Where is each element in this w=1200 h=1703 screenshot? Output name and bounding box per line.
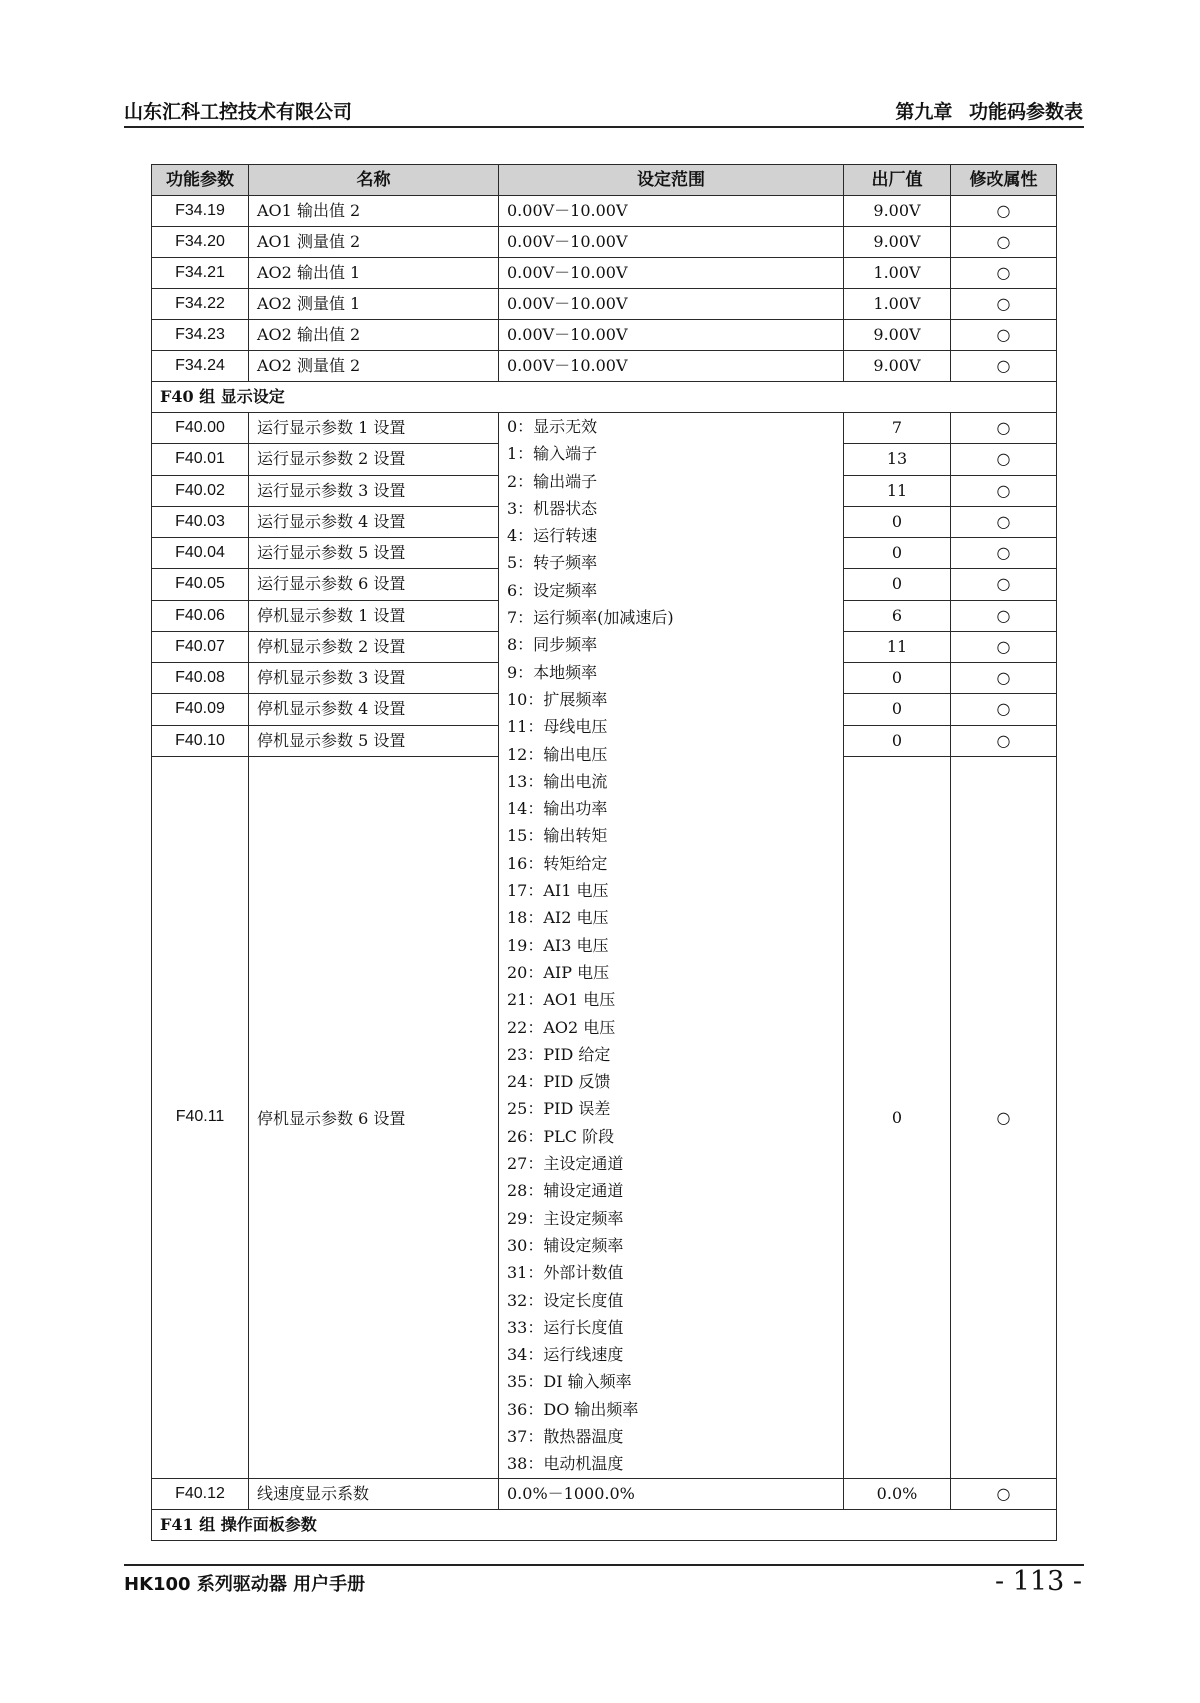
- display-option: 3：机器状态: [507, 498, 598, 518]
- display-option: 5：转子频率: [507, 553, 598, 573]
- param-default: 6: [844, 600, 951, 631]
- param-attribute: ○: [951, 475, 1057, 506]
- group-row: [152, 382, 1057, 413]
- param-default: 0: [844, 506, 951, 537]
- param-code: F40.08: [152, 663, 249, 694]
- param-name: 停机显示参数 2 设置: [249, 631, 499, 662]
- table-row: [152, 289, 1057, 320]
- param-attribute: ○: [951, 444, 1057, 475]
- param-name: 运行显示参数 2 设置: [249, 444, 499, 475]
- display-option: 7：运行频率(加减速后): [507, 608, 674, 628]
- param-code: F34.21: [152, 258, 249, 289]
- param-name: 停机显示参数 4 设置: [249, 694, 499, 725]
- display-option: 8：同步频率: [507, 635, 598, 655]
- param-name: AO1 输出值 2: [249, 196, 499, 227]
- column-header: 出厂值: [844, 165, 951, 196]
- display-option: 13：输出电流: [507, 771, 608, 791]
- display-option: 14：输出功率: [507, 799, 608, 819]
- param-default: 0: [844, 694, 951, 725]
- display-option: 22：AO2 电压: [507, 1017, 616, 1037]
- param-code: F40.05: [152, 569, 249, 600]
- param-default: 0: [844, 725, 951, 756]
- param-attribute: ○: [951, 569, 1057, 600]
- param-code: F34.24: [152, 351, 249, 382]
- param-attribute: ○: [951, 258, 1057, 289]
- display-option: 18：AI2 电压: [507, 908, 609, 928]
- param-name: AO2 测量值 2: [249, 351, 499, 382]
- table-row: [152, 320, 1057, 351]
- param-attribute: ○: [951, 413, 1057, 444]
- param-code: F40.09: [152, 694, 249, 725]
- param-default: 7: [844, 413, 951, 444]
- param-attribute: ○: [951, 663, 1057, 694]
- table-row: [152, 196, 1057, 227]
- display-option: 34：运行线速度: [507, 1345, 624, 1365]
- display-option: 33：运行长度值: [507, 1317, 624, 1337]
- param-code: F40.03: [152, 506, 249, 537]
- table-row: [152, 1478, 1057, 1509]
- param-code: F40.06: [152, 600, 249, 631]
- param-name: AO2 输出值 2: [249, 320, 499, 351]
- param-name: 运行显示参数 1 设置: [249, 413, 499, 444]
- param-range: 0.00V－10.00V: [499, 351, 844, 382]
- param-default: 1.00V: [844, 289, 951, 320]
- param-attribute: ○: [951, 351, 1057, 382]
- param-range: 0.0%－1000.0%: [499, 1478, 844, 1509]
- table-row: [152, 351, 1057, 382]
- display-option: 1：输入端子: [507, 444, 598, 464]
- header-rule: [124, 126, 1084, 128]
- display-option: 36：DO 输出频率: [507, 1399, 639, 1419]
- param-code: F40.04: [152, 538, 249, 569]
- group-row: [152, 1509, 1057, 1540]
- page-number: - 113 -: [995, 1566, 1082, 1597]
- display-option: 0：显示无效: [507, 417, 598, 436]
- param-name: 停机显示参数 5 设置: [249, 725, 499, 756]
- footer-manual-title: HK100 系列驱动器 用户手册: [124, 1574, 366, 1595]
- param-default: 0: [844, 663, 951, 694]
- param-default: 0: [844, 538, 951, 569]
- display-option: 25：PID 误差: [507, 1099, 611, 1119]
- column-header: 修改属性: [951, 165, 1057, 196]
- param-code: F34.19: [152, 196, 249, 227]
- display-option: 10：扩展频率: [507, 689, 608, 709]
- param-attribute: ○: [951, 320, 1057, 351]
- display-option: 20：AIP 电压: [507, 962, 610, 982]
- param-name: AO2 输出值 1: [249, 258, 499, 289]
- param-code: F40.00: [152, 413, 249, 444]
- param-code: F40.10: [152, 725, 249, 756]
- display-option-list: [499, 413, 844, 1479]
- param-range: 0.00V－10.00V: [499, 320, 844, 351]
- display-option: 35：DI 输入频率: [507, 1372, 632, 1392]
- column-header: 功能参数: [152, 165, 249, 196]
- param-name: 运行显示参数 3 设置: [249, 475, 499, 506]
- display-option: 29：主设定频率: [507, 1208, 624, 1228]
- param-range: 0.00V－10.00V: [499, 258, 844, 289]
- column-header: 名称: [249, 165, 499, 196]
- header-company: 山东汇科工控技术有限公司: [124, 101, 353, 123]
- display-option: 38：电动机温度: [507, 1454, 624, 1474]
- param-range: 0.00V－10.00V: [499, 227, 844, 258]
- display-option: 37：散热器温度: [507, 1426, 624, 1446]
- param-name: 停机显示参数 3 设置: [249, 663, 499, 694]
- param-default: 1.00V: [844, 258, 951, 289]
- param-default: 0: [844, 569, 951, 600]
- param-name: AO2 测量值 1: [249, 289, 499, 320]
- param-attribute: ○: [951, 538, 1057, 569]
- param-attribute: ○: [951, 756, 1057, 1478]
- param-range: 0.00V－10.00V: [499, 196, 844, 227]
- param-code: F40.01: [152, 444, 249, 475]
- display-option: 21：AO1 电压: [507, 990, 616, 1010]
- param-code: F40.02: [152, 475, 249, 506]
- display-option: 2：输出端子: [507, 471, 598, 491]
- param-name: 运行显示参数 6 设置: [249, 569, 499, 600]
- param-code: F40.11: [152, 756, 249, 1478]
- param-name: 运行显示参数 4 设置: [249, 506, 499, 537]
- parameter-table: [151, 164, 1057, 1541]
- param-name: AO1 测量值 2: [249, 227, 499, 258]
- display-option: 24：PID 反馈: [507, 1072, 611, 1092]
- display-option: 16：转矩给定: [507, 853, 608, 873]
- param-default: 0.0%: [844, 1478, 951, 1509]
- param-attribute: ○: [951, 600, 1057, 631]
- display-option: 28：辅设定通道: [507, 1181, 624, 1201]
- param-code: F34.23: [152, 320, 249, 351]
- param-attribute: ○: [951, 506, 1057, 537]
- param-default: 9.00V: [844, 351, 951, 382]
- param-default: 13: [844, 444, 951, 475]
- display-option: 30：辅设定频率: [507, 1235, 624, 1255]
- display-option: 17：AI1 电压: [507, 881, 609, 901]
- display-option: 4：运行转速: [507, 526, 598, 546]
- display-option: 27：主设定通道: [507, 1154, 624, 1174]
- param-name: 运行显示参数 5 设置: [249, 538, 499, 569]
- param-code: F34.20: [152, 227, 249, 258]
- display-option: 23：PID 给定: [507, 1044, 611, 1064]
- table-header-row: [152, 165, 1057, 196]
- param-default: 9.00V: [844, 227, 951, 258]
- group-title-f41: F41 组 操作面板参数: [152, 1509, 1057, 1540]
- param-default: 11: [844, 631, 951, 662]
- table-row: [152, 227, 1057, 258]
- table-row: [152, 413, 1057, 444]
- param-attribute: ○: [951, 1478, 1057, 1509]
- param-attribute: ○: [951, 196, 1057, 227]
- param-name: 停机显示参数 6 设置: [249, 756, 499, 1478]
- table-row: [152, 258, 1057, 289]
- group-title-f40: F40 组 显示设定: [152, 382, 1057, 413]
- display-option: 6：设定频率: [507, 580, 598, 600]
- display-option: 9：本地频率: [507, 662, 598, 682]
- display-option: 15：输出转矩: [507, 826, 608, 846]
- param-default: 9.00V: [844, 196, 951, 227]
- display-option: 11：母线电压: [507, 717, 608, 737]
- param-attribute: ○: [951, 289, 1057, 320]
- display-option: 19：AI3 电压: [507, 935, 609, 955]
- display-option: 32：设定长度值: [507, 1290, 624, 1310]
- param-attribute: ○: [951, 725, 1057, 756]
- display-option: 12：输出电压: [507, 744, 608, 764]
- param-attribute: ○: [951, 694, 1057, 725]
- param-default: 11: [844, 475, 951, 506]
- param-code: F40.07: [152, 631, 249, 662]
- param-attribute: ○: [951, 631, 1057, 662]
- param-name: 停机显示参数 1 设置: [249, 600, 499, 631]
- param-code: F40.12: [152, 1478, 249, 1509]
- header-chapter: 第九章 功能码参数表: [895, 101, 1083, 123]
- param-default: 9.00V: [844, 320, 951, 351]
- param-default: 0: [844, 756, 951, 1478]
- column-header: 设定范围: [499, 165, 844, 196]
- param-name: 线速度显示系数: [249, 1478, 499, 1509]
- footer-rule: [124, 1564, 1084, 1566]
- param-range: 0.00V－10.00V: [499, 289, 844, 320]
- param-attribute: ○: [951, 227, 1057, 258]
- display-option: 26：PLC 阶段: [507, 1126, 615, 1146]
- param-code: F34.22: [152, 289, 249, 320]
- display-option: 31：外部计数值: [507, 1263, 624, 1283]
